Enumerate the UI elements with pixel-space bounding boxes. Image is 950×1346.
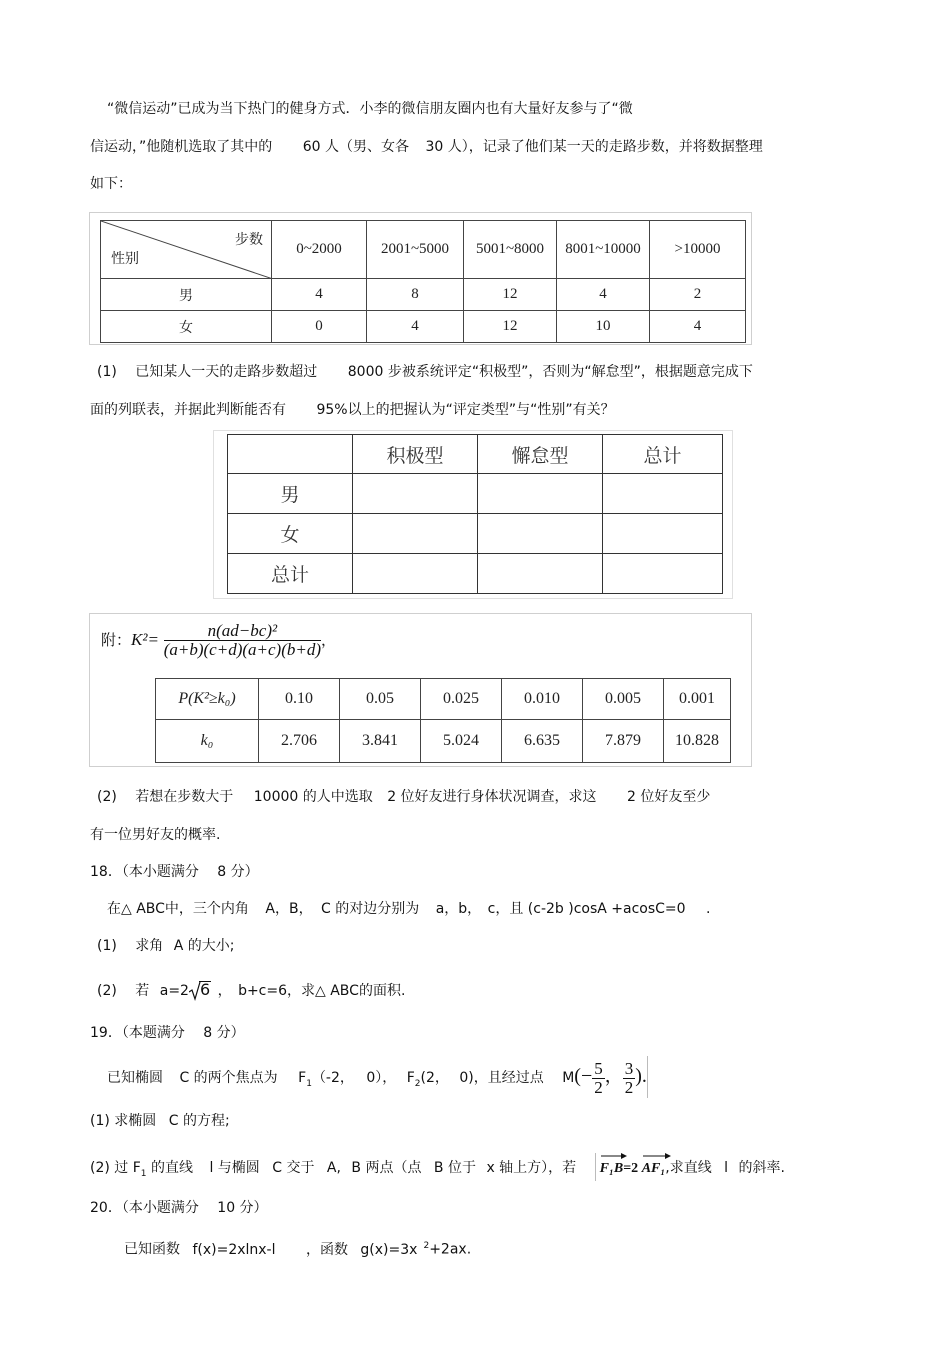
p19-stem-b: C 的两个焦点为 — [179, 1070, 278, 1086]
table3-k-value: 10.828 — [664, 720, 731, 763]
p19-q2-g: B 位于 — [433, 1160, 476, 1176]
table3-k-value: 7.879 — [583, 720, 664, 763]
p18-title-text: 18．（本小题满分 — [90, 864, 199, 880]
p18-title — [90, 862, 259, 882]
p18-q1-text2: A 的大小; — [173, 938, 235, 954]
p19-stem-d: （-2， — [311, 1070, 354, 1086]
p19-q2-e: A, — [326, 1160, 341, 1176]
p18-stem-e: c，且 (c-2b )cosA +acosC=0 — [487, 901, 686, 917]
p20-title-text: 20．（本小题满分 — [90, 1200, 199, 1216]
p19-q2-f-sub: 1 — [140, 1168, 147, 1179]
table3-p-value: 0.010 — [502, 679, 583, 720]
p19-y-den: 2 — [624, 1077, 634, 1097]
table1-cell: 4 — [367, 311, 464, 343]
p19-stem — [107, 1056, 648, 1104]
table1-corner-top: 步数 — [235, 232, 263, 248]
table2-header-total: 总计 — [603, 435, 723, 474]
p18-q2-a: 若 — [135, 983, 150, 999]
q1-text-a: 已知某人一天的走路步数超过 — [135, 364, 318, 380]
p19-vector-eq — [595, 1153, 666, 1181]
table1-cell: 4 — [272, 279, 367, 311]
vector-eq-sign: =2 — [623, 1161, 639, 1176]
p19-q1-a: (1) 求椭圆 — [90, 1113, 157, 1129]
p19-q2-h: x 轴上方），若 — [486, 1160, 577, 1176]
contingency-table — [227, 434, 723, 594]
p19-point — [562, 1056, 648, 1098]
table3-p-value: 0.05 — [340, 679, 421, 720]
table2-row-label: 女 — [228, 514, 353, 554]
table1-header: 5001~8000 — [464, 221, 557, 279]
table2-row-label: 男 — [228, 474, 353, 514]
p20-stem-d: g(x)=3x — [360, 1241, 418, 1258]
p19-f1-sub: 1 — [306, 1078, 312, 1089]
table1-row-label: 男 — [101, 279, 272, 311]
p18-q1-text: 求角 — [135, 938, 164, 954]
table1-cell: 4 — [650, 311, 746, 343]
table1-cell: 8 — [367, 279, 464, 311]
q2-line-1 — [97, 787, 710, 807]
table1-header: 2001~5000 — [367, 221, 464, 279]
formula-numerator: n(ad−bc)² — [164, 622, 321, 641]
p19-point-frac-y — [623, 1060, 636, 1097]
p19-point-open: (− — [574, 1065, 593, 1087]
vector-arrow-icon — [642, 1153, 672, 1159]
q2-text-c: 2 位好友进行身体状况调查，求这 — [387, 789, 597, 805]
intro-line-3: 如下： — [90, 176, 132, 192]
q2-text-b: 10000 的人中选取 — [253, 789, 373, 805]
p18-stem-b: A，B， — [265, 901, 313, 917]
table1-cell: 10 — [557, 311, 650, 343]
p19-q2 — [90, 1153, 785, 1186]
p19-stem-c — [298, 1070, 312, 1089]
formula-prefix: 附： — [101, 631, 132, 649]
table3-k-value: 5.024 — [421, 720, 502, 763]
q1-line-2-a: 面的列联表，并据此判断能否有 — [90, 402, 286, 418]
p19-point-comma: ， — [604, 1066, 623, 1086]
vector-arrow-icon — [600, 1153, 628, 1159]
p19-point-close: ). — [635, 1065, 647, 1087]
p19-stem-h: 0)，且经过点 — [459, 1070, 544, 1086]
table1-corner-bottom: 性别 — [111, 251, 139, 267]
sqrt-radicand: 6 — [199, 980, 211, 999]
intro-line-2 — [90, 137, 763, 157]
p19-q2-f: (2) 过 F — [90, 1160, 141, 1176]
p19-q1-b: C 的方程; — [168, 1113, 230, 1129]
p19-point-m: M — [562, 1070, 575, 1086]
p18-q2-number: (2) — [97, 983, 117, 999]
table2-blank-cell[interactable] — [353, 514, 478, 554]
table3-p-value: 0.001 — [664, 679, 731, 720]
p19-q1 — [90, 1111, 230, 1131]
table1-cell: 2 — [650, 279, 746, 311]
table1-cell: 0 — [272, 311, 367, 343]
table3-k-value: 2.706 — [259, 720, 340, 763]
q1-line-1 — [97, 362, 753, 382]
p18-stem-d: a，b， — [435, 901, 482, 917]
table3-k-value: 3.841 — [340, 720, 421, 763]
table2-blank-cell[interactable] — [353, 474, 478, 514]
p18-q1 — [97, 936, 235, 956]
vector-af1-label: AF₁ — [641, 1161, 666, 1176]
table2-blank-cell[interactable] — [478, 514, 603, 554]
p18-q2-b: a=2 — [159, 983, 189, 999]
p19-f1: F — [298, 1070, 307, 1086]
p19-f2-sub: 2 — [414, 1078, 421, 1089]
p18-stem-c: C 的对边分别为 — [321, 901, 420, 917]
table1-header: >10000 — [650, 221, 746, 279]
p18-stem-a: 在△ ABC中，三个内角 — [107, 901, 249, 917]
p19-q2-d: C 交于 — [272, 1160, 315, 1176]
p18-stem — [107, 899, 710, 919]
p19-q2-j: l — [724, 1160, 729, 1176]
table2-blank-cell[interactable] — [603, 474, 723, 514]
table2-corner — [228, 435, 353, 474]
p20-score: 10 分） — [217, 1200, 268, 1216]
p19-q2-a — [90, 1160, 147, 1179]
table3-p-value: 0.025 — [421, 679, 502, 720]
p19-title — [90, 1023, 245, 1043]
table1-cell: 12 — [464, 311, 557, 343]
p19-q2-b: 的直线 — [150, 1160, 193, 1176]
vector-af1 — [642, 1153, 666, 1181]
table3-p-label: P(K²≥k₀) — [156, 679, 259, 720]
formula-lhs: K²= — [131, 630, 159, 649]
k2-formula — [101, 618, 336, 662]
q2-number: (2) — [97, 789, 117, 805]
p19-stem-g: (2， — [420, 1070, 449, 1086]
p19-y-num: 3 — [624, 1058, 634, 1078]
q1-number: (1) — [97, 364, 117, 380]
table1-cell: 12 — [464, 279, 557, 311]
sqrt-symbol — [189, 979, 211, 1003]
intro-line-2-part-c: 30 人），记录了他们某一天的走路步数，并将数据整理 — [425, 139, 763, 155]
q2-line-2: 有一位男好友的概率. — [90, 827, 221, 843]
critical-values-table — [155, 678, 731, 763]
q2-text-d: 2 位好友至少 — [627, 789, 711, 805]
table1-cell: 4 — [557, 279, 650, 311]
table1-corner-cell — [101, 221, 272, 279]
p19-title-text: 19．（本题满分 — [90, 1025, 185, 1041]
p19-x-num: 5 — [594, 1058, 603, 1078]
p19-stem-e: 0）， — [366, 1070, 397, 1086]
p20-stem — [124, 1236, 471, 1260]
p19-x-den: 2 — [594, 1077, 603, 1097]
intro-line-2-part-a: 信运动，”他随机选取了其中的 — [90, 139, 273, 155]
table1-header: 8001~10000 — [557, 221, 650, 279]
radical-sign-icon — [189, 981, 201, 1001]
p18-q1-number: (1) — [97, 938, 117, 954]
p19-stem-a: 已知椭圆 — [107, 1070, 163, 1086]
table2-blank-cell[interactable] — [478, 554, 603, 594]
table3-k-label: k₀ — [156, 720, 259, 763]
p19-score: 8 分） — [203, 1025, 245, 1041]
table2-blank-cell[interactable] — [603, 554, 723, 594]
q1-text-b: 8000 步被系统评定“积极型”，否则为“解怠型”，根据题意完成下 — [347, 364, 753, 380]
intro-line-1: “微信运动”已成为当下热门的健身方式．小李的微信朋友圈内也有大量好友参与了“微 — [107, 101, 633, 117]
table2-header-lazy: 懈怠型 — [478, 435, 603, 474]
p19-q2-i: ,求直线 — [665, 1160, 712, 1176]
table3-p-value: 0.10 — [259, 679, 340, 720]
formula-suffix: ， — [321, 631, 337, 649]
p20-stem-b: f(x)=2xlnx-l — [192, 1241, 276, 1258]
p19-stem-f — [406, 1070, 421, 1089]
intro-line-2-part-b: 60 人（男、女各 — [302, 139, 409, 155]
p19-f2: F — [406, 1070, 415, 1086]
table3-p-value: 0.005 — [583, 679, 664, 720]
p20-title — [90, 1198, 268, 1218]
p20-stem-c: ，函数 — [305, 1241, 348, 1258]
formula-denominator: (a+b)(c+d)(a+c)(b+d) — [163, 640, 321, 659]
p19-point-frac-x — [592, 1060, 605, 1097]
steps-data-table — [100, 220, 746, 343]
table3-k-value: 6.635 — [502, 720, 583, 763]
vector-f1b — [600, 1153, 624, 1181]
table2-blank-cell[interactable] — [353, 554, 478, 594]
vector-f1b-label: F₁B — [599, 1161, 624, 1176]
p20-stem-sup: 2 — [423, 1241, 430, 1251]
p20-stem-a: 已知函数 — [124, 1241, 180, 1258]
q2-text-a: 若想在步数大于 — [135, 789, 234, 805]
p18-q2 — [97, 979, 405, 1003]
p18-q2-c: ， — [217, 983, 232, 999]
table2-header-active: 积极型 — [353, 435, 478, 474]
p18-q2-d: b+c=6，求△ ABC的面积. — [238, 983, 406, 999]
table2-row-label: 总计 — [228, 554, 353, 594]
q1-line-2-b: 95%以上的把握认为“评定类型”与“性别”有关？ — [316, 402, 615, 418]
p19-q2-f2: B 两点（点 — [351, 1160, 422, 1176]
table2-blank-cell[interactable] — [478, 474, 603, 514]
p20-stem-e: +2ax. — [429, 1241, 472, 1258]
p18-score: 8 分） — [217, 864, 259, 880]
table1-header: 0~2000 — [272, 221, 367, 279]
table1-row-label: 女 — [101, 311, 272, 343]
q1-line-2 — [90, 400, 615, 420]
table2-blank-cell[interactable] — [603, 514, 723, 554]
p19-q2-k: 的斜率. — [738, 1160, 785, 1176]
p19-q2-c: l 与椭圆 — [209, 1160, 260, 1176]
p18-stem-f: . — [706, 901, 711, 917]
formula-fraction — [164, 622, 321, 659]
